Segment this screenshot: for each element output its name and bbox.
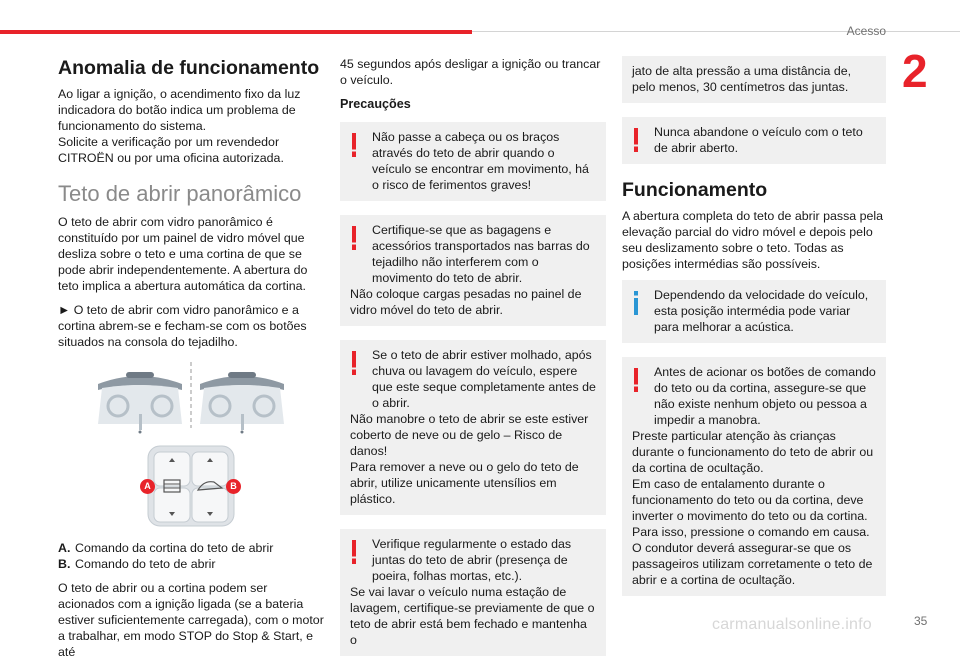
header-divider: [472, 31, 960, 32]
legend-key: B.: [58, 557, 71, 571]
legend-text: Comando do teto de abrir: [75, 557, 216, 571]
note-text: Não coloque cargas pesadas no painel de vidro móvel do teto de abrir.: [350, 287, 582, 317]
figure-legend: [58, 540, 324, 572]
note-text: jato de alta pressão a uma distância de, pelo menos, 30 centímetros das juntas.: [632, 64, 852, 94]
watermark: carmanualsonline.info: [712, 616, 872, 633]
chapter-number: 2: [902, 45, 928, 97]
note-text: Para remover a neve ou o gelo do teto de abrir, utilize unicamente utensílios em plástico.: [350, 460, 579, 506]
note-text: Preste particular atenção às crianças durante o funcionamento do teto de abrir ou da cortina de ocultação.: [632, 429, 874, 475]
warning-note: [340, 340, 606, 515]
warning-note: [622, 117, 886, 164]
paragraph: O teto de abrir com vidro panorâmico é constituído por um painel de vidro móvel que desliza sobre o teto e uma cortina de que se pode abrir independentemente. A abertura do teto implica a abertura automática da cortina.: [58, 215, 308, 293]
text: Solicite a verificação por um revendedor CITROËN ou por uma oficina autorizada.: [58, 135, 284, 165]
paragraph: A abertura completa do teto de abrir passa pela elevação parcial do vidro móvel e depois pelo seu deslizamento sobre o teto. Todas as posições intermédias são possíveis.: [622, 209, 884, 271]
paragraph: ► O teto de abrir com vidro panorâmico e a cortina abrem-se e fecham-se com os botões situados na consola do tejadilho.: [58, 303, 307, 349]
note-text: O condutor deverá assegurar-se que os passageiros utilizam corretamente o teto de abrir e a cortina de ocultação.: [632, 541, 873, 587]
callout-b: B: [226, 479, 241, 494]
note-text: Não manobre o teto de abrir se este estiver coberto de neve ou de gelo – Risco de danos!: [350, 412, 589, 458]
paragraph: O teto de abrir ou a cortina podem ser acionados com a ignição ligada (se a bateria estiver suficientemente carregada), com o motor a trabalhar, em modo STOP do Stop & Start, e até: [58, 581, 324, 659]
car-interior-right-icon: [200, 372, 284, 434]
car-interior-left-icon: [98, 372, 182, 434]
heading-operation: Funcionamento: [622, 179, 768, 201]
page-number: 35: [914, 614, 928, 628]
note-text: Dependendo da velocidade do veículo, esta posição intermédia pode variar para melhorar a acústica.: [654, 288, 869, 334]
warning-note: [622, 357, 886, 596]
roof-console-illustration: [58, 358, 324, 528]
note-text: Antes de acionar os botões de comando do teto ou da cortina, assegure-se que não existe nenhum objeto ou pessoa a impedir a manobra.: [654, 365, 876, 427]
warning-icon: [352, 226, 356, 250]
legend-item: [58, 556, 324, 572]
note-text: Não passe a cabeça ou os braços através do teto de abrir quando o veículo se encontrar em movimento, há o risco de ferimentos graves!: [372, 130, 589, 192]
warning-icon: [634, 128, 638, 152]
warning-note: [340, 529, 606, 656]
callout-a: A: [140, 479, 155, 494]
paragraph: 45 segundos após desligar a ignição ou trancar o veículo.: [340, 57, 601, 87]
heading-panoramic-roof: Teto de abrir panorâmico: [58, 181, 302, 206]
roof-controls-figure: [58, 358, 324, 528]
header-accent-bar: [0, 30, 472, 34]
warning-icon: [352, 133, 356, 157]
legend-key: A.: [58, 541, 71, 555]
info-icon: [634, 291, 638, 315]
warning-icon: [352, 351, 356, 375]
warning-icon: [352, 540, 356, 564]
warning-icon: [634, 368, 638, 392]
note-text: Nunca abandone o veículo com o teto de abrir aberto.: [654, 125, 863, 155]
section-title: Acesso: [846, 24, 886, 38]
legend-text: Comando da cortina do teto de abrir: [75, 541, 274, 555]
note-text: Certifique-se que as bagagens e acessórios transportados nas barras do tejadilho não interferem com o movimento do teto de abrir.: [372, 223, 590, 285]
note-text: Para isso, pressione o comando em causa.: [632, 525, 870, 539]
info-note: [622, 280, 886, 343]
warning-note: [340, 215, 606, 326]
roof-control-panel: [148, 446, 234, 526]
warning-note-continued: [622, 56, 886, 103]
note-text: Se o teto de abrir estiver molhado, após chuva ou lavagem do veículo, espere que este seque completamente antes de o abrir.: [372, 348, 596, 410]
note-text: Em caso de entalamento durante o funcionamento do teto ou da cortina, deve inverter o movimento do teto ou da cortina.: [632, 477, 868, 523]
text: Ao ligar a ignição, o acendimento fixo da luz indicadora do botão indica um problema de funcionamento do sistema.: [58, 87, 301, 133]
note-text: Se vai lavar o veículo numa estação de lavagem, certifique-se previamente de que o teto de abrir está bem fechado e mantenha o: [350, 585, 595, 647]
legend-item: [58, 540, 324, 556]
warning-note: [340, 122, 606, 201]
column-3: [622, 56, 886, 610]
note-text: Verifique regularmente o estado das juntas do teto de abrir (presença de poeira, folhas mortas, etc.).: [372, 537, 572, 583]
column-2: [340, 56, 606, 670]
heading-precautions: Precauções: [340, 97, 411, 111]
heading-anomaly: Anomalia de funcionamento: [58, 57, 320, 79]
paragraph: [58, 86, 324, 166]
column-1: [58, 56, 324, 668]
